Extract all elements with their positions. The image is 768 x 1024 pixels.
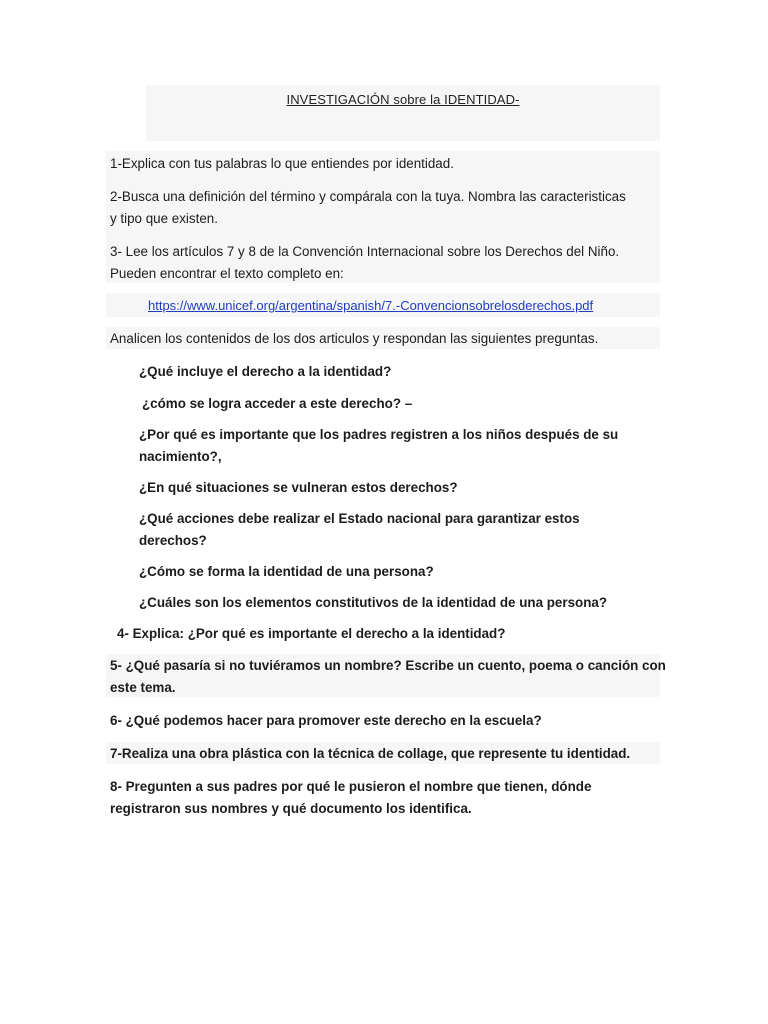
question-5-line-1: 5- ¿Qué pasaría si no tuviéramos un nombre? Escribe un cuento, poema o canción con: [110, 658, 666, 673]
question-2-line-1: 2-Busca una definición del término y compárala con la tuya. Nombra las caracteristicas: [110, 189, 626, 204]
question-3-line-1: 3- Lee los artículos 7 y 8 de la Convención Internacional sobre los Derechos del Niño.: [110, 244, 620, 259]
question-2-line-2: y tipo que existen.: [110, 211, 218, 226]
question-6: 6- ¿Qué podemos hacer para promover este derecho en la escuela?: [110, 713, 542, 728]
sub-question-1: ¿Qué incluye el derecho a la identidad?: [139, 364, 392, 379]
sub-question-4: ¿En qué situaciones se vulneran estos derechos?: [139, 480, 458, 495]
question-8-line-2: registraron sus nombres y qué documento los identifica.: [110, 801, 472, 816]
unicef-link[interactable]: https://www.unicef.org/argentina/spanish/7.-Convencionsobrelosderechos.pdf: [148, 298, 594, 313]
sub-question-3-line-2: nacimiento?,: [139, 449, 222, 464]
sub-question-3-line-1: ¿Por qué es importante que los padres registren a los niños después de su: [139, 427, 619, 442]
question-5-line-2: este tema.: [110, 680, 176, 695]
sub-question-7: ¿Cuáles son los elementos constitutivos de la identidad de una persona?: [139, 595, 608, 610]
question-1: 1-Explica con tus palabras lo que entiendes por identidad.: [110, 156, 454, 171]
sub-question-2: ¿cómo se logra acceder a este derecho? –: [142, 396, 413, 411]
sub-question-5-line-2: derechos?: [139, 533, 207, 548]
question-7: 7-Realiza una obra plástica con la técnica de collage, que represente tu identidad.: [110, 746, 631, 761]
sub-question-6: ¿Cómo se forma la identidad de una persona?: [139, 564, 434, 579]
intro-text: Analicen los contenidos de los dos articulos y respondan las siguientes preguntas.: [110, 331, 599, 346]
document-title: INVESTIGACIÓN sobre la IDENTIDAD-: [286, 92, 520, 107]
sub-question-5-line-1: ¿Qué acciones debe realizar el Estado nacional para garantizar estos: [139, 511, 580, 526]
question-8-line-1: 8- Pregunten a sus padres por qué le pusieron el nombre que tienen, dónde: [110, 779, 592, 794]
question-4: 4- Explica: ¿Por qué es importante el derecho a la identidad?: [117, 626, 506, 641]
question-3-line-2: Pueden encontrar el texto completo en:: [110, 266, 344, 281]
